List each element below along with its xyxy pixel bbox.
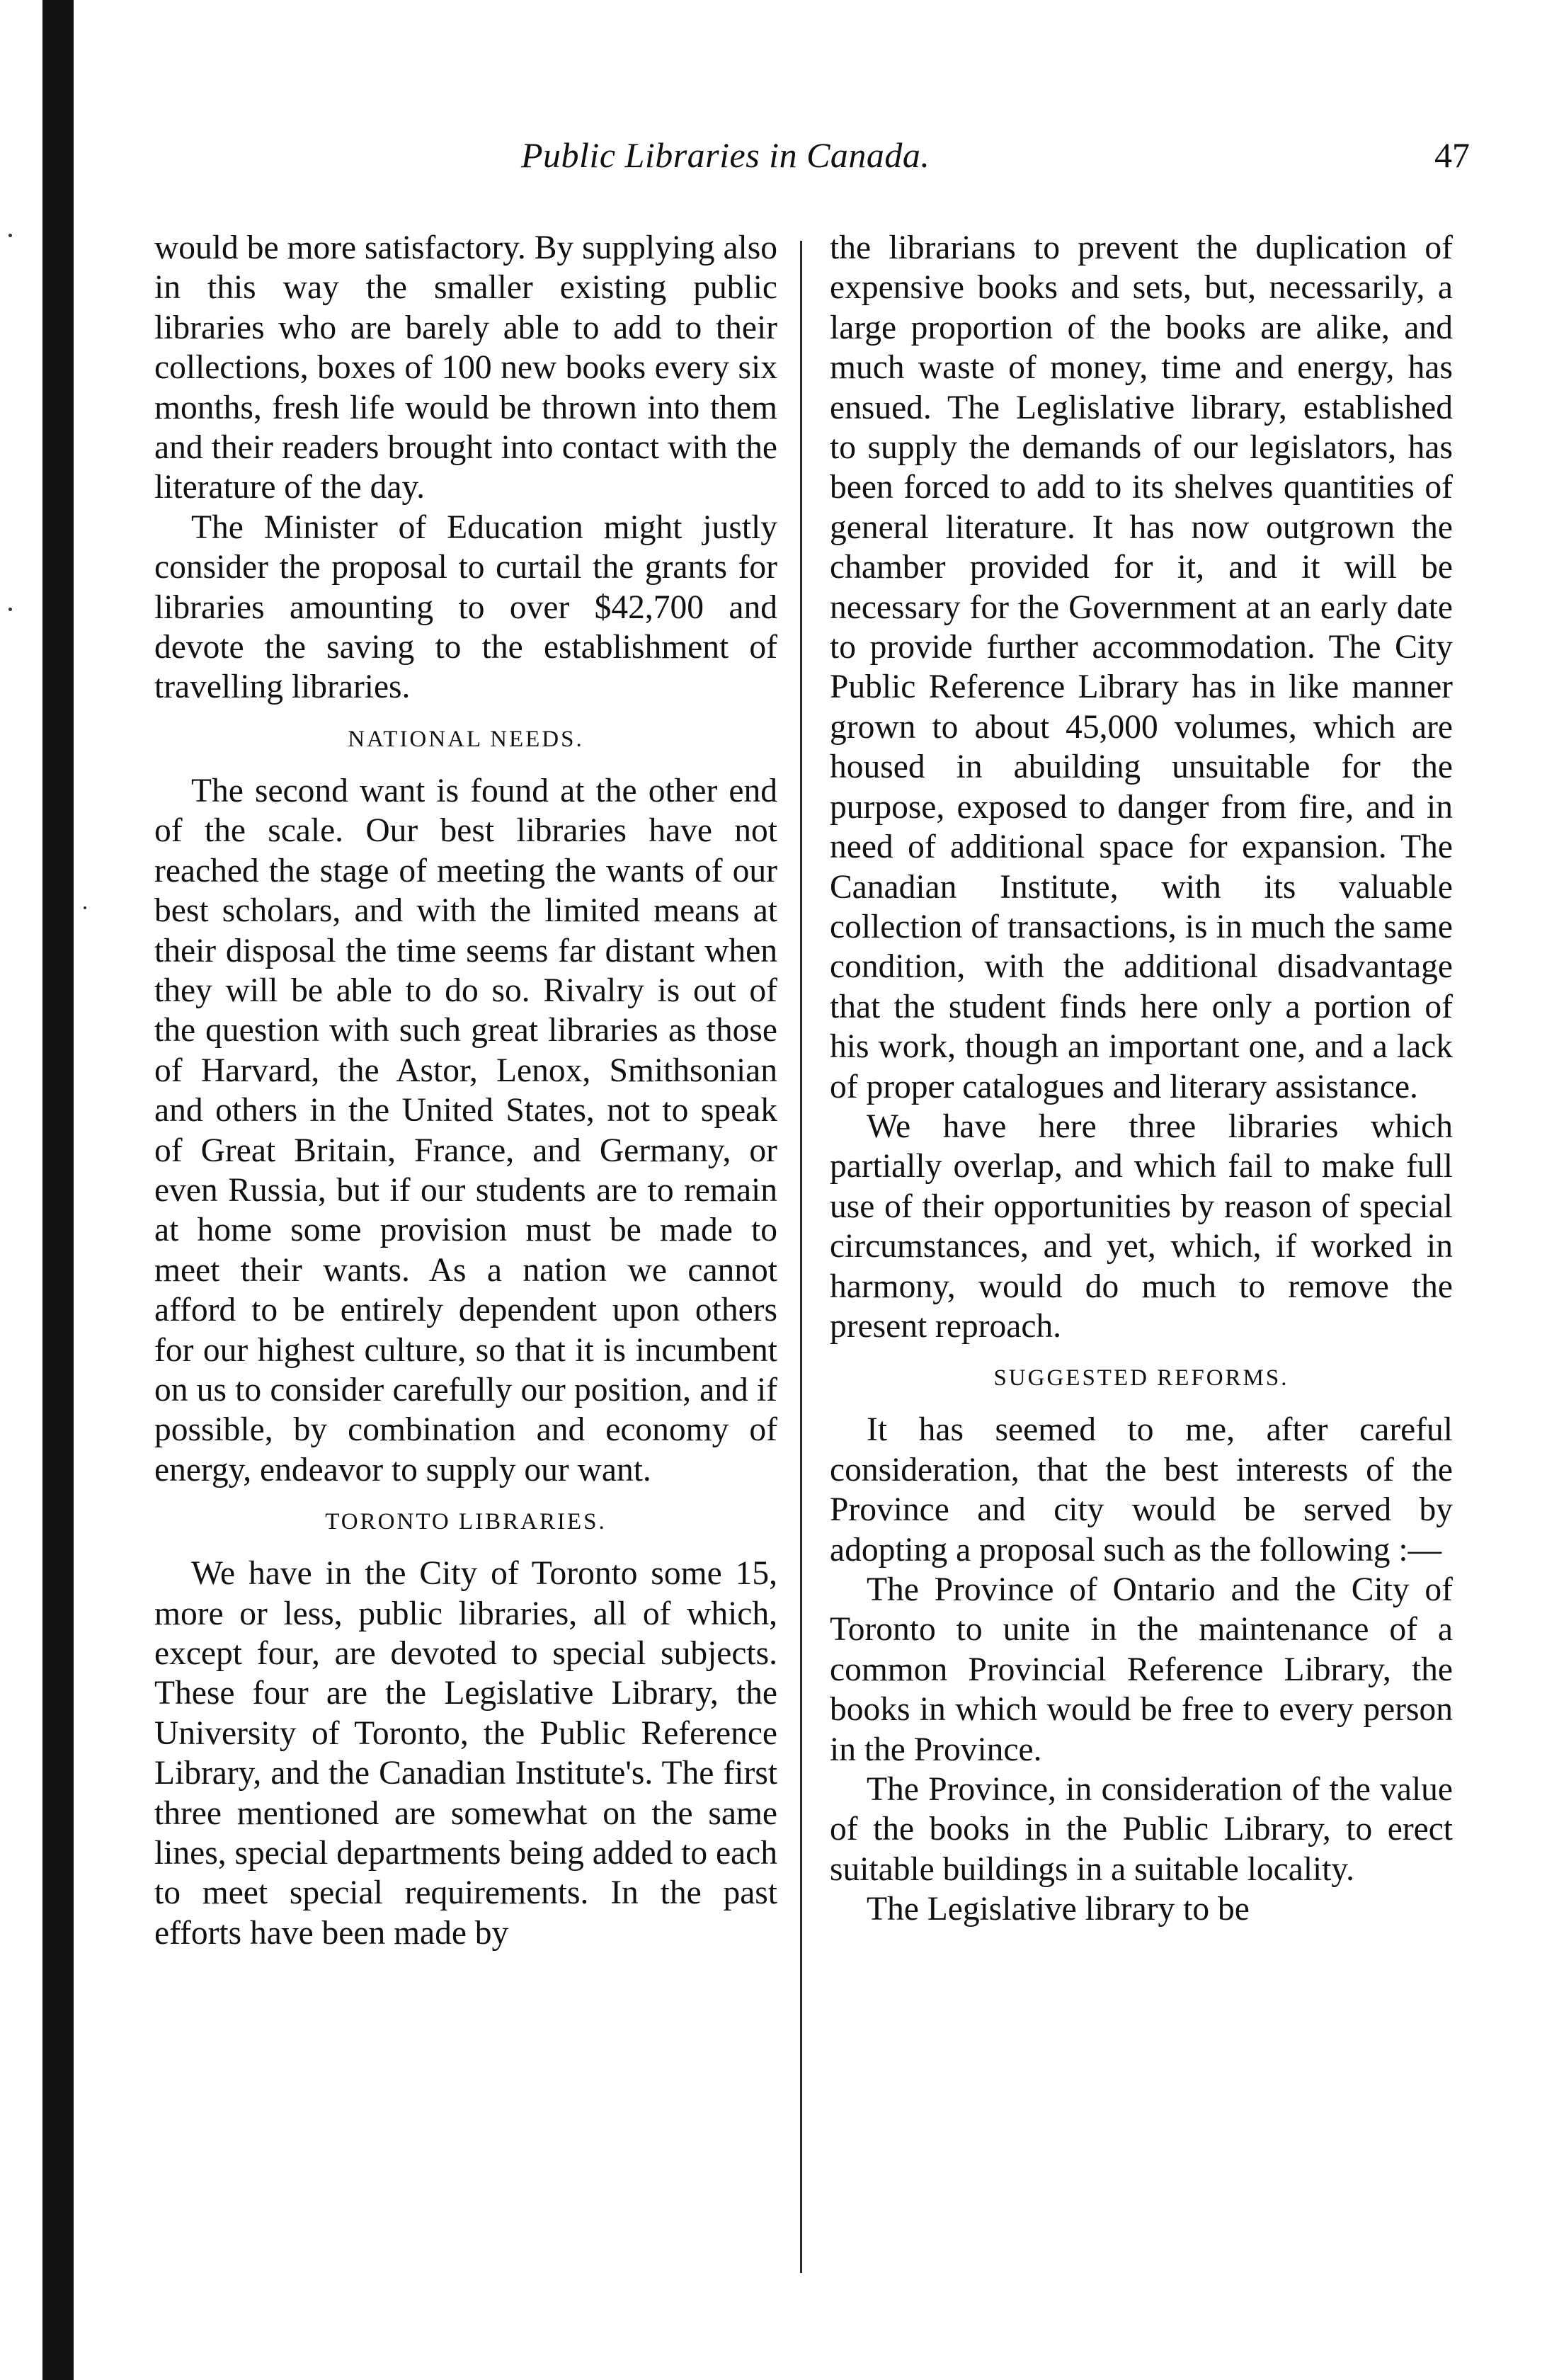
- page-number: 47: [1434, 135, 1470, 175]
- scan-speck: [84, 906, 86, 909]
- paragraph: would be more satisfactory. By supplying also in this way the smaller existing public libraries who are barely able to add to their collections, boxes of 100 new books every six months, fresh life would be thrown into them and their readers brought into contact with the literature of the day.: [154, 229, 777, 506]
- paragraph: The Province, in consideration of the value of the books in the Public Library, to erect suitable buildings in a suitable locality.: [830, 1771, 1453, 1888]
- scan-speck: [8, 608, 12, 611]
- section-heading: SUGGESTED REFORMS.: [993, 1365, 1289, 1391]
- paragraph: We have in the City of Toronto some 15, more or less, public libraries, all of which, except four, are devoted to special subjects. These four are the Legislative Library, the University of Toronto, the Public Reference Library, and the Canadian Institute's. The first three mentioned are somewhat on the same lines, special departments being added to each to meet special requirements. In the past efforts have been made by: [154, 1555, 777, 1952]
- paragraph: The second want is found at the other end of the scale. Our best libraries have not reached the stage of meeting the wants of our best scholars, and with the limited means at their disposal the time seems far distant when they will be able to do so. Rivalry is out of the question with such great libraries as those of Harvard, the Astor, Lenox, Smithsonian and others in the United States, not to speak of Great Britain, France, and Germany, or even Russia, but if our students are to remain at home some provision must be made to meet their wants. As a nation we cannot afford to be entirely dependent upon others for our highest culture, so that it is incumbent on us to consider carefully our position, and if possible, by combination and economy of energy, endeavor to supply our want.: [154, 772, 777, 1488]
- paragraph: It has seemed to me, after careful consideration, that the best interests of the Province and city would be served by adopting a proposal such as the following :—: [830, 1411, 1453, 1568]
- paragraph: the librarians to prevent the duplication of expensive books and sets, but, necessarily, a large proportion of the books are alike, and much waste of money, time and energy, has ensued. The Leglislative library, established to supply the demands of our legislators, has been forced to add to its shelves quantities of general literature. It has now outgrown the chamber provided for it, and it will be necessary for the Government at an early date to provide further accommodation. The City Public Reference Library has in like manner grown to about 45,000 volumes, which are housed in abuilding unsuitable for the purpose, exposed to danger from fire, and in need of additional space for expansion. The Canadian Institute, with its valuable collection of transactions, is in much the same condition, with the additional disadvantage that the student finds here only a portion of his work, though an important one, and a lack of proper catalogues and literary assistance.: [830, 229, 1453, 1105]
- scan-speck: [8, 234, 12, 237]
- paragraph: The Province of Ontario and the City of Toronto to unite in the maintenance of a common Provincial Reference Library, the books in which would be free to every person in the Province.: [830, 1571, 1453, 1768]
- left-column: [154, 228, 777, 1953]
- paragraph: We have here three libraries which partially overlap, and which fail to make full use of their opportunities by reason of special circumstances, and yet, which, if worked in harmony, would do much to remove the present reproach.: [830, 1108, 1453, 1345]
- paragraph: The Legislative library to be: [867, 1891, 1250, 1928]
- column-divider: [800, 241, 802, 2273]
- running-title: Public Libraries in Canada.: [521, 135, 930, 175]
- section-heading: NATIONAL NEEDS.: [348, 726, 584, 752]
- paragraph: The Minister of Education might justly consider the proposal to curtail the grants for libraries amounting to over $42,700 and devote the saving to the establishment of travelling libraries.: [154, 508, 777, 706]
- right-column: [830, 228, 1453, 1930]
- page-header: [521, 135, 1470, 184]
- section-heading: TORONTO LIBRARIES.: [325, 1509, 607, 1535]
- page-binding-edge: [42, 0, 74, 2380]
